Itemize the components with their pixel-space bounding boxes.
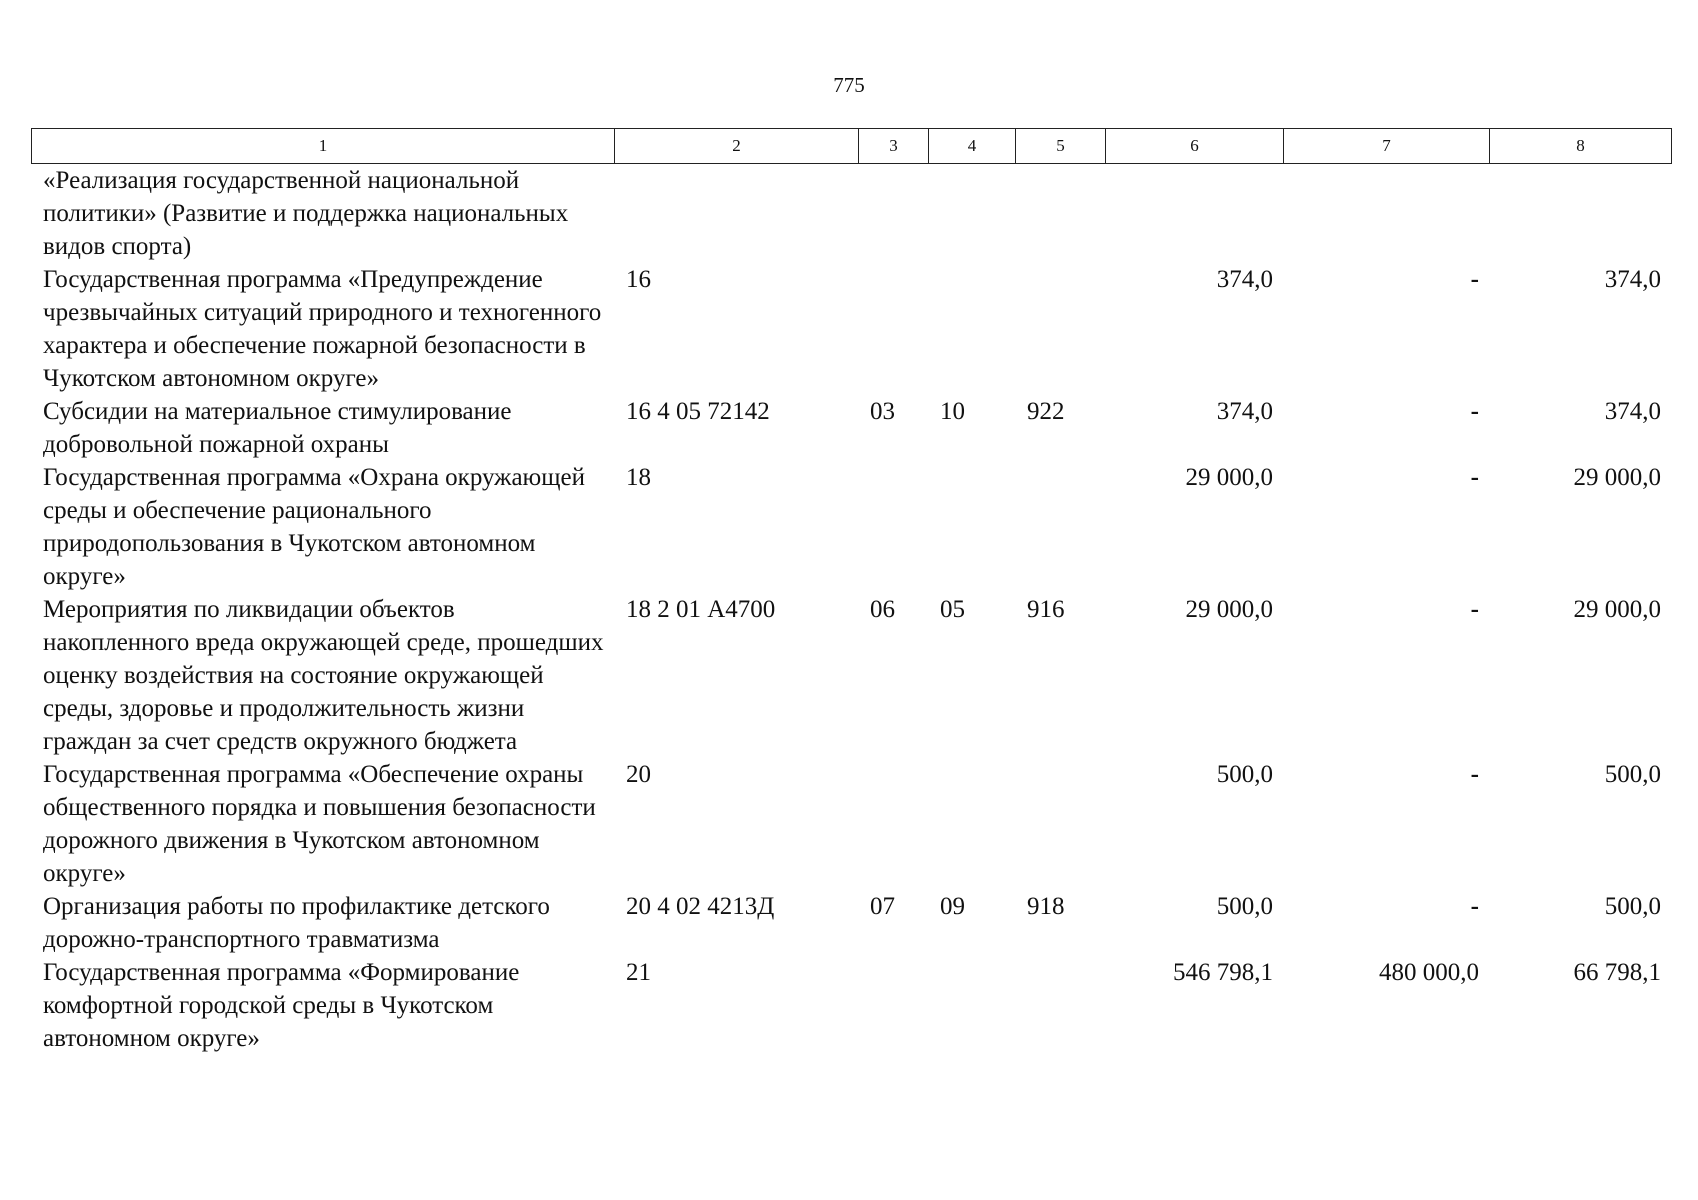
row-expense-type	[1015, 263, 1105, 395]
row-name: Государственная программа «Обеспечение охраны общественного порядка и повышения безопасности дорожного движения в Чукотском автономном округе»	[43, 761, 596, 887]
row-section: 07	[870, 893, 895, 920]
row-expense-type: 922	[1027, 398, 1065, 425]
row-name: Государственная программа «Предупреждение чрезвычайных ситуаций природного и техногенного характера и обеспечение пожарной безопасности в Чукотском автономном округе»	[43, 266, 602, 392]
row-subsection	[928, 956, 1015, 1055]
row-subsection	[928, 164, 1015, 263]
row-subsection	[928, 461, 1015, 593]
row-subsection: 10	[940, 398, 965, 425]
row-value-6: 29 000,0	[1185, 596, 1273, 623]
row-name: Субсидии на материальное стимулирование добровольной пожарной охраны	[43, 398, 512, 458]
page-number: 775	[833, 73, 865, 97]
header-cell-5: 5	[1016, 129, 1106, 164]
row-subsection	[928, 263, 1015, 395]
row-value-7: -	[1470, 266, 1479, 293]
row-value-7	[1283, 164, 1489, 263]
row-section	[858, 263, 928, 395]
row-code: 18	[626, 464, 651, 491]
row-value-6: 374,0	[1216, 398, 1273, 425]
row-value-6: 546 798,1	[1173, 959, 1273, 986]
header-cell-2: 2	[615, 129, 859, 164]
row-name: Государственная программа «Формирование комфортной городской среды в Чукотском автономном округе»	[43, 959, 520, 1052]
row-expense-type	[1015, 956, 1105, 1055]
row-code: 18 2 01 А4700	[626, 596, 776, 623]
row-code: 16 4 05 72142	[626, 398, 770, 425]
row-section	[858, 461, 928, 593]
row-value-6: 29 000,0	[1185, 464, 1273, 491]
table-row	[31, 956, 1671, 1055]
header-cell-8: 8	[1490, 129, 1672, 164]
row-name: Мероприятия по ликвидации объектов накопленного вреда окружающей среде, прошедших оценку воздействия на состояние окружающей среды, здоровье и продолжительность жизни граждан за счет средств окружного бюджета	[43, 596, 604, 755]
row-code: 16	[626, 266, 651, 293]
row-expense-type	[1015, 164, 1105, 263]
row-expense-type: 916	[1027, 596, 1065, 623]
row-value-8: 29 000,0	[1573, 464, 1661, 491]
row-name: Организация работы по профилактике детского дорожно-транспортного травматизма	[43, 893, 550, 953]
row-value-7: -	[1470, 464, 1479, 491]
row-expense-type: 918	[1027, 893, 1065, 920]
row-code: 20	[626, 761, 651, 788]
row-value-8: 500,0	[1604, 893, 1661, 920]
row-value-8: 374,0	[1604, 266, 1661, 293]
row-name: Государственная программа «Охрана окружающей среды и обеспечение рационального природопользования в Чукотском автономном округе»	[43, 464, 585, 590]
row-section: 03	[870, 398, 895, 425]
row-value-7: -	[1470, 893, 1479, 920]
row-subsection: 09	[940, 893, 965, 920]
row-expense-type	[1015, 461, 1105, 593]
budget-table	[31, 164, 1671, 1055]
header-cell-3: 3	[859, 129, 929, 164]
row-value-7: 480 000,0	[1379, 959, 1479, 986]
row-value-8: 29 000,0	[1573, 596, 1661, 623]
row-section	[858, 956, 928, 1055]
table-row	[31, 395, 1671, 461]
row-value-7: -	[1470, 761, 1479, 788]
row-section	[858, 164, 928, 263]
row-value-6: 500,0	[1216, 761, 1273, 788]
row-code: 21	[626, 959, 651, 986]
row-expense-type	[1015, 758, 1105, 890]
row-section	[858, 758, 928, 890]
table-row	[31, 263, 1671, 395]
row-value-6: 500,0	[1216, 893, 1273, 920]
row-section: 06	[870, 596, 895, 623]
row-value-8: 66 798,1	[1573, 959, 1661, 986]
row-name: «Реализация государственной национальной политики» (Развитие и поддержка национальных видов спорта)	[43, 167, 569, 260]
row-value-6	[1105, 164, 1283, 263]
table-row	[31, 758, 1671, 890]
header-cell-6: 6	[1106, 129, 1284, 164]
row-value-6: 374,0	[1216, 266, 1273, 293]
row-subsection: 05	[940, 596, 965, 623]
row-code	[614, 164, 858, 263]
table-row	[31, 461, 1671, 593]
table-row	[31, 164, 1671, 263]
header-cell-1: 1	[32, 129, 615, 164]
table-row	[31, 890, 1671, 956]
row-value-8: 374,0	[1604, 398, 1661, 425]
column-number-header	[31, 128, 1672, 164]
row-value-8: 500,0	[1604, 761, 1661, 788]
row-value-7: -	[1470, 596, 1479, 623]
header-cell-4: 4	[929, 129, 1016, 164]
header-cell-7: 7	[1284, 129, 1490, 164]
table-row	[31, 593, 1671, 758]
row-value-7: -	[1470, 398, 1479, 425]
row-value-8	[1489, 164, 1671, 263]
header-row	[32, 129, 1672, 164]
row-subsection	[928, 758, 1015, 890]
row-code: 20 4 02 4213Д	[626, 893, 775, 920]
